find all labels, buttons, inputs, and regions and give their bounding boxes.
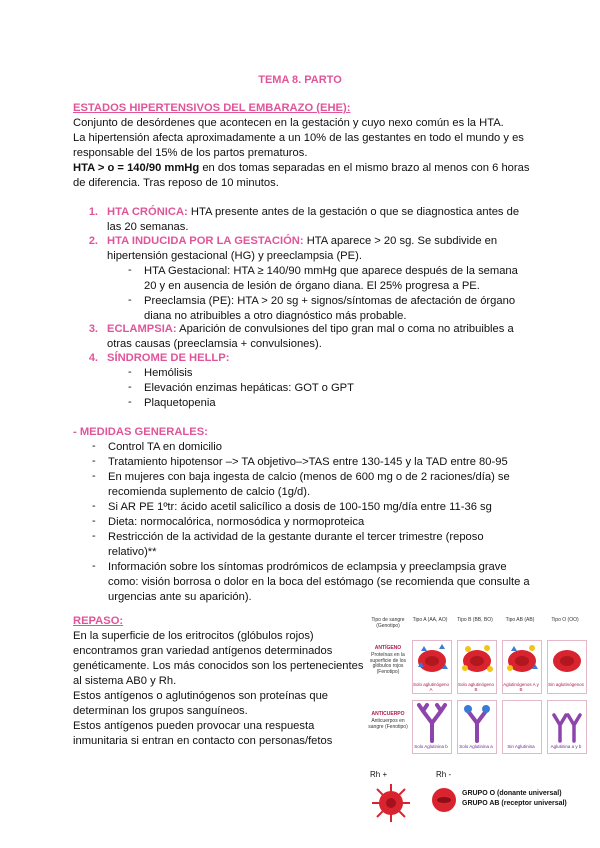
list-item: En mujeres con baja ingesta de calcio (menos de 600 mg o de 2 raciones/día) se [108, 471, 510, 483]
paragraph: La hipertensión afecta aproximadamente a un 10% de las gestantes en todo el mundo y es [73, 132, 524, 144]
cell-caption: Aglutinógenos A y B [503, 682, 539, 692]
list-item-cont: relativo)** [108, 546, 157, 558]
cell-caption: Solo Aglutinina b [414, 744, 448, 749]
dash-bullet: - [128, 381, 132, 393]
sub-item: HTA Gestacional: HTA ≥ 140/90 mmHg que aparece después de la semana [144, 265, 518, 277]
paragraph: Conjunto de desórdenes que acontecen en la gestación y cuyo nexo común es la HTA. [73, 117, 504, 129]
page-title: TEMA 8. PARTO [258, 74, 342, 86]
paragraph-line: encontramos gran variedad antígenos determinados [73, 645, 333, 657]
dash-bullet: - [128, 396, 132, 408]
table-header-cell: Tipo B (BB, BO) [457, 617, 493, 623]
antibody-a-icon [458, 701, 496, 743]
paragraph: responsable del 15% de los partos prematuros. [73, 147, 308, 159]
cell-caption: Solo aglutinógeno A [412, 682, 450, 692]
red-cell-o-icon [548, 641, 586, 681]
section-heading-ehe: ESTADOS HIPERTENSIVOS DEL EMBARAZO (EHE): [73, 102, 351, 114]
antibody-ab-icon [548, 701, 586, 743]
group-o-label: GRUPO O (donante universal) [462, 790, 562, 797]
dash-bullet: - [92, 515, 96, 527]
cell-caption: Aglutinina a y b [550, 744, 582, 749]
sub-item: Hemólisis [144, 367, 193, 379]
list-item: Si AR PE 1ºtr: ácido acetil salicílico a dosis de 100-150 mg/día entre 11-36 sg [108, 501, 492, 513]
row-label: ANTÍGENO [374, 645, 402, 651]
list-item: Dieta: normocalórica, normosódica y normoproteica [108, 516, 365, 528]
dash-bullet: - [92, 560, 96, 572]
antibody-b-icon [413, 701, 451, 743]
cell-caption: Solo Aglutinina a [459, 744, 493, 749]
list-number: 4. [88, 352, 98, 364]
list-item-cont: como: visión borrosa o dolor en la boca del estómago (se recomienda que consulte a [108, 576, 530, 588]
paragraph-line: En la superficie de los eritrocitos (glóbulos rojos) [73, 630, 314, 642]
paragraph-line: al sistema AB0 y Rh. [73, 675, 177, 687]
rh-negative-cell-icon [428, 784, 460, 816]
list-item-cont: recomienda suplemento de calcio (1g/d). [108, 486, 311, 498]
cell-caption: Sin Aglutinina [507, 744, 535, 749]
list-item: ECLAMPSIA: Aparición de convulsiones del tipo gran mal o coma no atribuibles a [107, 323, 514, 335]
paragraph: de diferencia. Tras reposo de 10 minutos. [73, 177, 279, 189]
sub-item-cont: diana no atribuibles a otro diagnóstico más probable. [144, 310, 407, 322]
list-item: HTA INDUCIDA POR LA GESTACIÓN: HTA aparece > 20 sg. Se subdivide en [107, 235, 498, 247]
row-sublabel: Proteínas en la superficie de los glóbulos rojos (Fenotipo) [369, 652, 407, 675]
table-header-cell: Tipo O (OO) [551, 617, 579, 623]
rh-positive-label: Rh + [370, 770, 388, 779]
dash-bullet: - [92, 440, 96, 452]
paragraph-hta: HTA > o = 140/90 mmHg en dos tomas separadas en el mismo brazo al menos con 6 horas [73, 162, 530, 174]
rh-positive-cell-icon [370, 782, 412, 824]
dash-bullet: - [128, 294, 132, 306]
dash-bullet: - [128, 366, 132, 378]
cell-caption: Solo aglutinógeno B [457, 682, 495, 692]
red-cell-a-icon [413, 641, 451, 681]
list-item: Control TA en domicilio [108, 441, 222, 453]
list-number: 2. [88, 235, 98, 247]
paragraph-line: Estos antígenos o aglutinógenos son proteínas que [73, 690, 329, 702]
hta-threshold: HTA > o = 140/90 mmHg [73, 162, 200, 174]
section-heading-medidas: - MEDIDAS GENERALES: [73, 426, 208, 438]
cell-caption: Sin aglutinógenos [548, 682, 584, 687]
rh-negative-label: Rh - [436, 770, 452, 779]
sub-item: Elevación enzimas hepáticas: GOT o GPT [144, 382, 354, 394]
list-item: Restricción de la actividad de la gestante durante el tercer trimestre (reposo [108, 531, 484, 543]
dash-bullet: - [128, 264, 132, 276]
list-item-cont: otras causas (preeclamsia + convulsiones). [107, 338, 322, 350]
table-header-cell: Tipo AB (AB) [505, 617, 535, 623]
paragraph-line: Estos antígenos pueden provocar una respuesta [73, 720, 315, 732]
paragraph-line: inmunitaria si entran en contacto con personas/fetos [73, 735, 333, 747]
list-item: HTA CRÓNICA: HTA presente antes de la gestación o que se diagnostica antes de [107, 206, 520, 218]
dash-bullet: - [92, 455, 96, 467]
list-item: Tratamiento hipotensor –> TA objetivo–>TAS entre 130-145 y la TAD entre 80-95 [108, 456, 508, 468]
list-item: SÍNDROME DE HELLP: [107, 352, 230, 364]
row-label: ANTICUERPO [371, 711, 405, 717]
paragraph-line: determinan los grupos sanguíneos. [73, 705, 248, 717]
red-cell-b-icon [458, 641, 496, 681]
list-number: 3. [88, 323, 98, 335]
table-header-cell: Tipo A (AA, AO) [412, 617, 448, 623]
table-header-cell: Tipo de sangre (Genotipo) [371, 617, 405, 629]
dash-bullet: - [92, 530, 96, 542]
dash-bullet: - [92, 500, 96, 512]
group-ab-label: GRUPO AB (receptor universal) [462, 800, 567, 807]
sub-item: Preeclamsia (PE): HTA > 20 sg + signos/síntomas de afectación de órgano [144, 295, 516, 307]
list-item-cont: hipertensión gestacional (HG) y preeclampsia (PE). [107, 250, 362, 262]
sub-item-cont: 20 y en ausencia de lesión de órgano diana. El 25% progresa a PE. [144, 280, 480, 292]
list-number: 1. [88, 206, 98, 218]
list-item-cont: las 20 semanas. [107, 221, 189, 233]
paragraph-line: genéticamente. Los más conocidos son los pertenecientes [73, 660, 364, 672]
list-item: Información sobre los síntomas prodrómicos de eclampsia y preeclampsia grave [108, 561, 507, 573]
section-heading-repaso: REPASO: [73, 615, 124, 627]
sub-item: Plaquetopenia [144, 397, 216, 409]
dash-bullet: - [92, 470, 96, 482]
red-cell-ab-icon [503, 641, 541, 681]
row-sublabel: Anticuerpos en sangre (Fenotipo) [368, 718, 408, 730]
list-item-cont: urgencias ante su aparición). [108, 591, 252, 603]
